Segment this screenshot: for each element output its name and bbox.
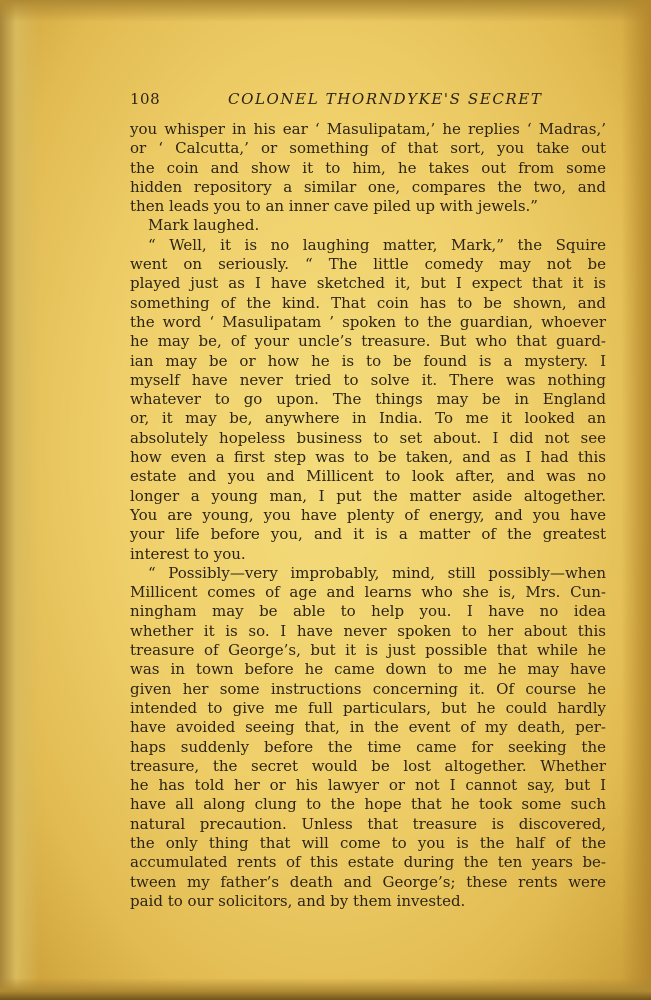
text-line: paid to our solicitors, and by them invested. xyxy=(130,891,466,910)
running-header xyxy=(130,90,606,110)
body-text xyxy=(130,120,606,911)
text-line: accumulated rents of this estate during the ten years be- xyxy=(130,853,606,872)
text-line: You are young, you have plenty of energy, and you have xyxy=(130,505,606,524)
text-line: the only thing that will come to you is the half of the xyxy=(130,833,606,852)
text-line: ningham may be able to help you. I have no idea xyxy=(130,602,606,621)
text-line: hidden repository a similar one, compares the two, and xyxy=(130,177,606,196)
text-line: then leads you to an inner cave piled up with jewels.” xyxy=(130,197,538,216)
text-line: something of the kind. That coin has to be shown, and xyxy=(130,293,606,312)
text-line: ian may be or how he is to be found is a mystery. I xyxy=(130,351,606,370)
text-line: whatever to go upon. The things may be in England xyxy=(130,390,606,409)
text-line: whether it is so. I have never spoken to her about this xyxy=(130,621,606,640)
text-line: your life before you, and it is a matter of the greatest xyxy=(130,525,606,544)
text-line: played just as I have sketched it, but I expect that it is xyxy=(130,274,606,293)
text-line: how even a first step was to be taken, and as I had this xyxy=(130,448,606,467)
page-gutter-shadow xyxy=(0,0,40,1000)
text-line: the coin and show it to him, he takes out from some xyxy=(130,158,606,177)
text-line: have all along clung to the hope that he took some such xyxy=(130,795,606,814)
text-line: he has told her or his lawyer or not I cannot say, but I xyxy=(130,776,606,795)
page-number: 108 xyxy=(130,90,161,108)
text-line: went on seriously. “ The little comedy may not be xyxy=(130,255,606,274)
text-line: longer a young man, I put the matter aside altogether. xyxy=(130,486,606,505)
text-line: natural precaution. Unless that treasure is discovered, xyxy=(130,814,606,833)
text-line: or ‘ Calcutta,’ or something of that sort, you take out xyxy=(130,139,606,158)
page-right-edge xyxy=(621,0,651,1000)
text-line: Millicent comes of age and learns who she is, Mrs. Cun- xyxy=(130,583,606,602)
text-line: tween my father’s death and George’s; these rents were xyxy=(130,872,606,891)
text-line: have avoided seeing that, in the event of my death, per- xyxy=(130,718,606,737)
text-line: the word ‘ Masulipatam ’ spoken to the guardian, whoever xyxy=(130,312,606,331)
running-title: COLONEL THORNDYKE'S SECRET xyxy=(228,90,543,108)
text-line: you whisper in his ear ‘ Masulipatam,’ he replies ‘ Madras,’ xyxy=(130,120,606,138)
text-line: treasure, the secret would be lost altogether. Whether xyxy=(130,756,606,775)
text-line: “ Possibly—very improbably, mind, still possibly—when xyxy=(148,563,606,582)
text-line: interest to you. xyxy=(130,544,246,563)
text-line: haps suddenly before the time came for seeking the xyxy=(130,737,606,756)
text-line: Mark laughed. xyxy=(148,216,260,235)
text-line: myself have never tried to solve it. There was nothing xyxy=(130,370,606,389)
text-line: “ Well, it is no laughing matter, Mark,” the Squire xyxy=(148,235,606,254)
text-line: estate and you and Millicent to look after, and was no xyxy=(130,467,606,486)
text-line: he may be, of your uncle’s treasure. But who that guard- xyxy=(130,332,606,351)
text-line: or, it may be, anywhere in India. To me it looked an xyxy=(130,409,606,428)
text-line: absolutely hopeless business to set about. I did not see xyxy=(130,428,606,447)
text-line: was in town before he came down to me he may have xyxy=(130,660,606,679)
text-line: treasure of George’s, but it is just possible that while he xyxy=(130,641,606,660)
page-top-edge xyxy=(0,0,651,22)
text-line: given her some instructions concerning it. Of course he xyxy=(130,679,606,698)
text-line: intended to give me full particulars, but he could hardly xyxy=(130,698,606,717)
page-bottom-edge xyxy=(0,978,651,1000)
